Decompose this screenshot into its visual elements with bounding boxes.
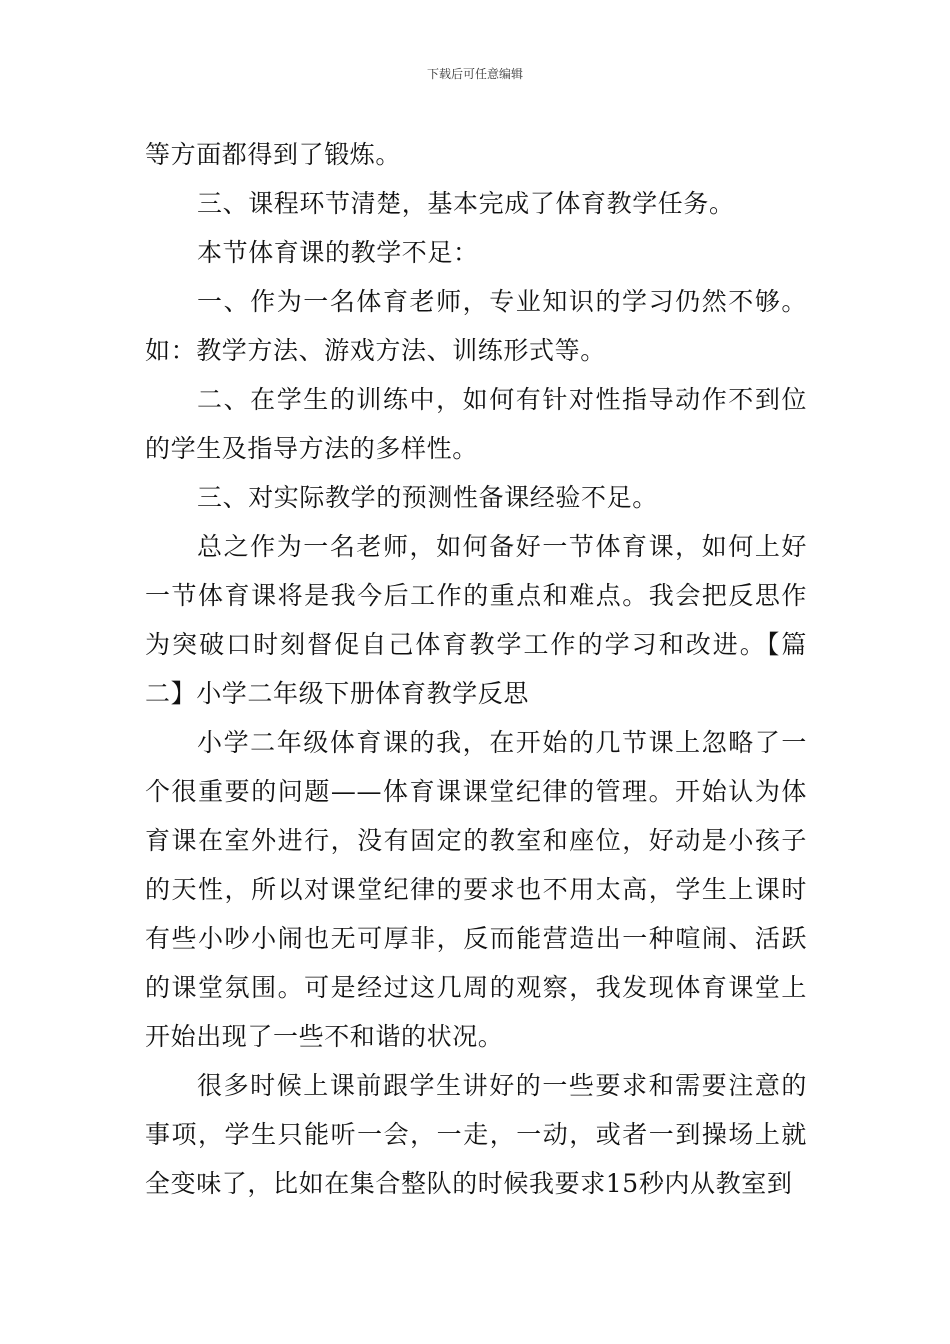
document-body — [145, 130, 807, 1208]
paragraph: 一、作为一名体育老师，专业知识的学习仍然不够。如：教学方法、游戏方法、训练形式等。 — [145, 287, 807, 365]
page-header-note: 下载后可任意编辑 — [426, 67, 523, 81]
paragraph: 很多时候上课前跟学生讲好的一些要求和需要注意的事项，学生只能听一会，一走，一动，或者一到操场上就全变味了，比如在集合整队的时候我要求15秒内从教室到 — [145, 1071, 807, 1198]
paragraph: 本节体育课的教学不足： — [197, 238, 479, 267]
paragraph: 二、在学生的训练中，如何有针对性指导动作不到位的学生及指导方法的多样性。 — [145, 385, 807, 463]
paragraph: 总之作为一名老师，如何备好一节体育课，如何上好一节体育课将是我今后工作的重点和难点。我会把反思作为突破口时刻督促自己体育教学工作的学习和改进。【篇二】小学二年级下册体育教学反思 — [145, 532, 807, 708]
paragraph: 小学二年级体育课的我，在开始的几节课上忽略了一个很重要的问题——体育课课堂纪律的管理。开始认为体育课在室外进行，没有固定的教室和座位，好动是小孩子的天性，所以对课堂纪律的要求也不用太高，学生上课时有些小吵小闹也无可厚非，反而能营造出一种喧闹、活跃的课堂氛围。可是经过这几周的观察，我发现体育课堂上开始出现了一些不和谐的状况。 — [145, 728, 807, 1051]
paragraph: 等方面都得到了锻炼。 — [145, 140, 402, 169]
paragraph: 三、对实际教学的预测性备课经验不足。 — [197, 483, 658, 512]
paragraph: 三、课程环节清楚，基本完成了体育教学任务。 — [197, 189, 735, 218]
